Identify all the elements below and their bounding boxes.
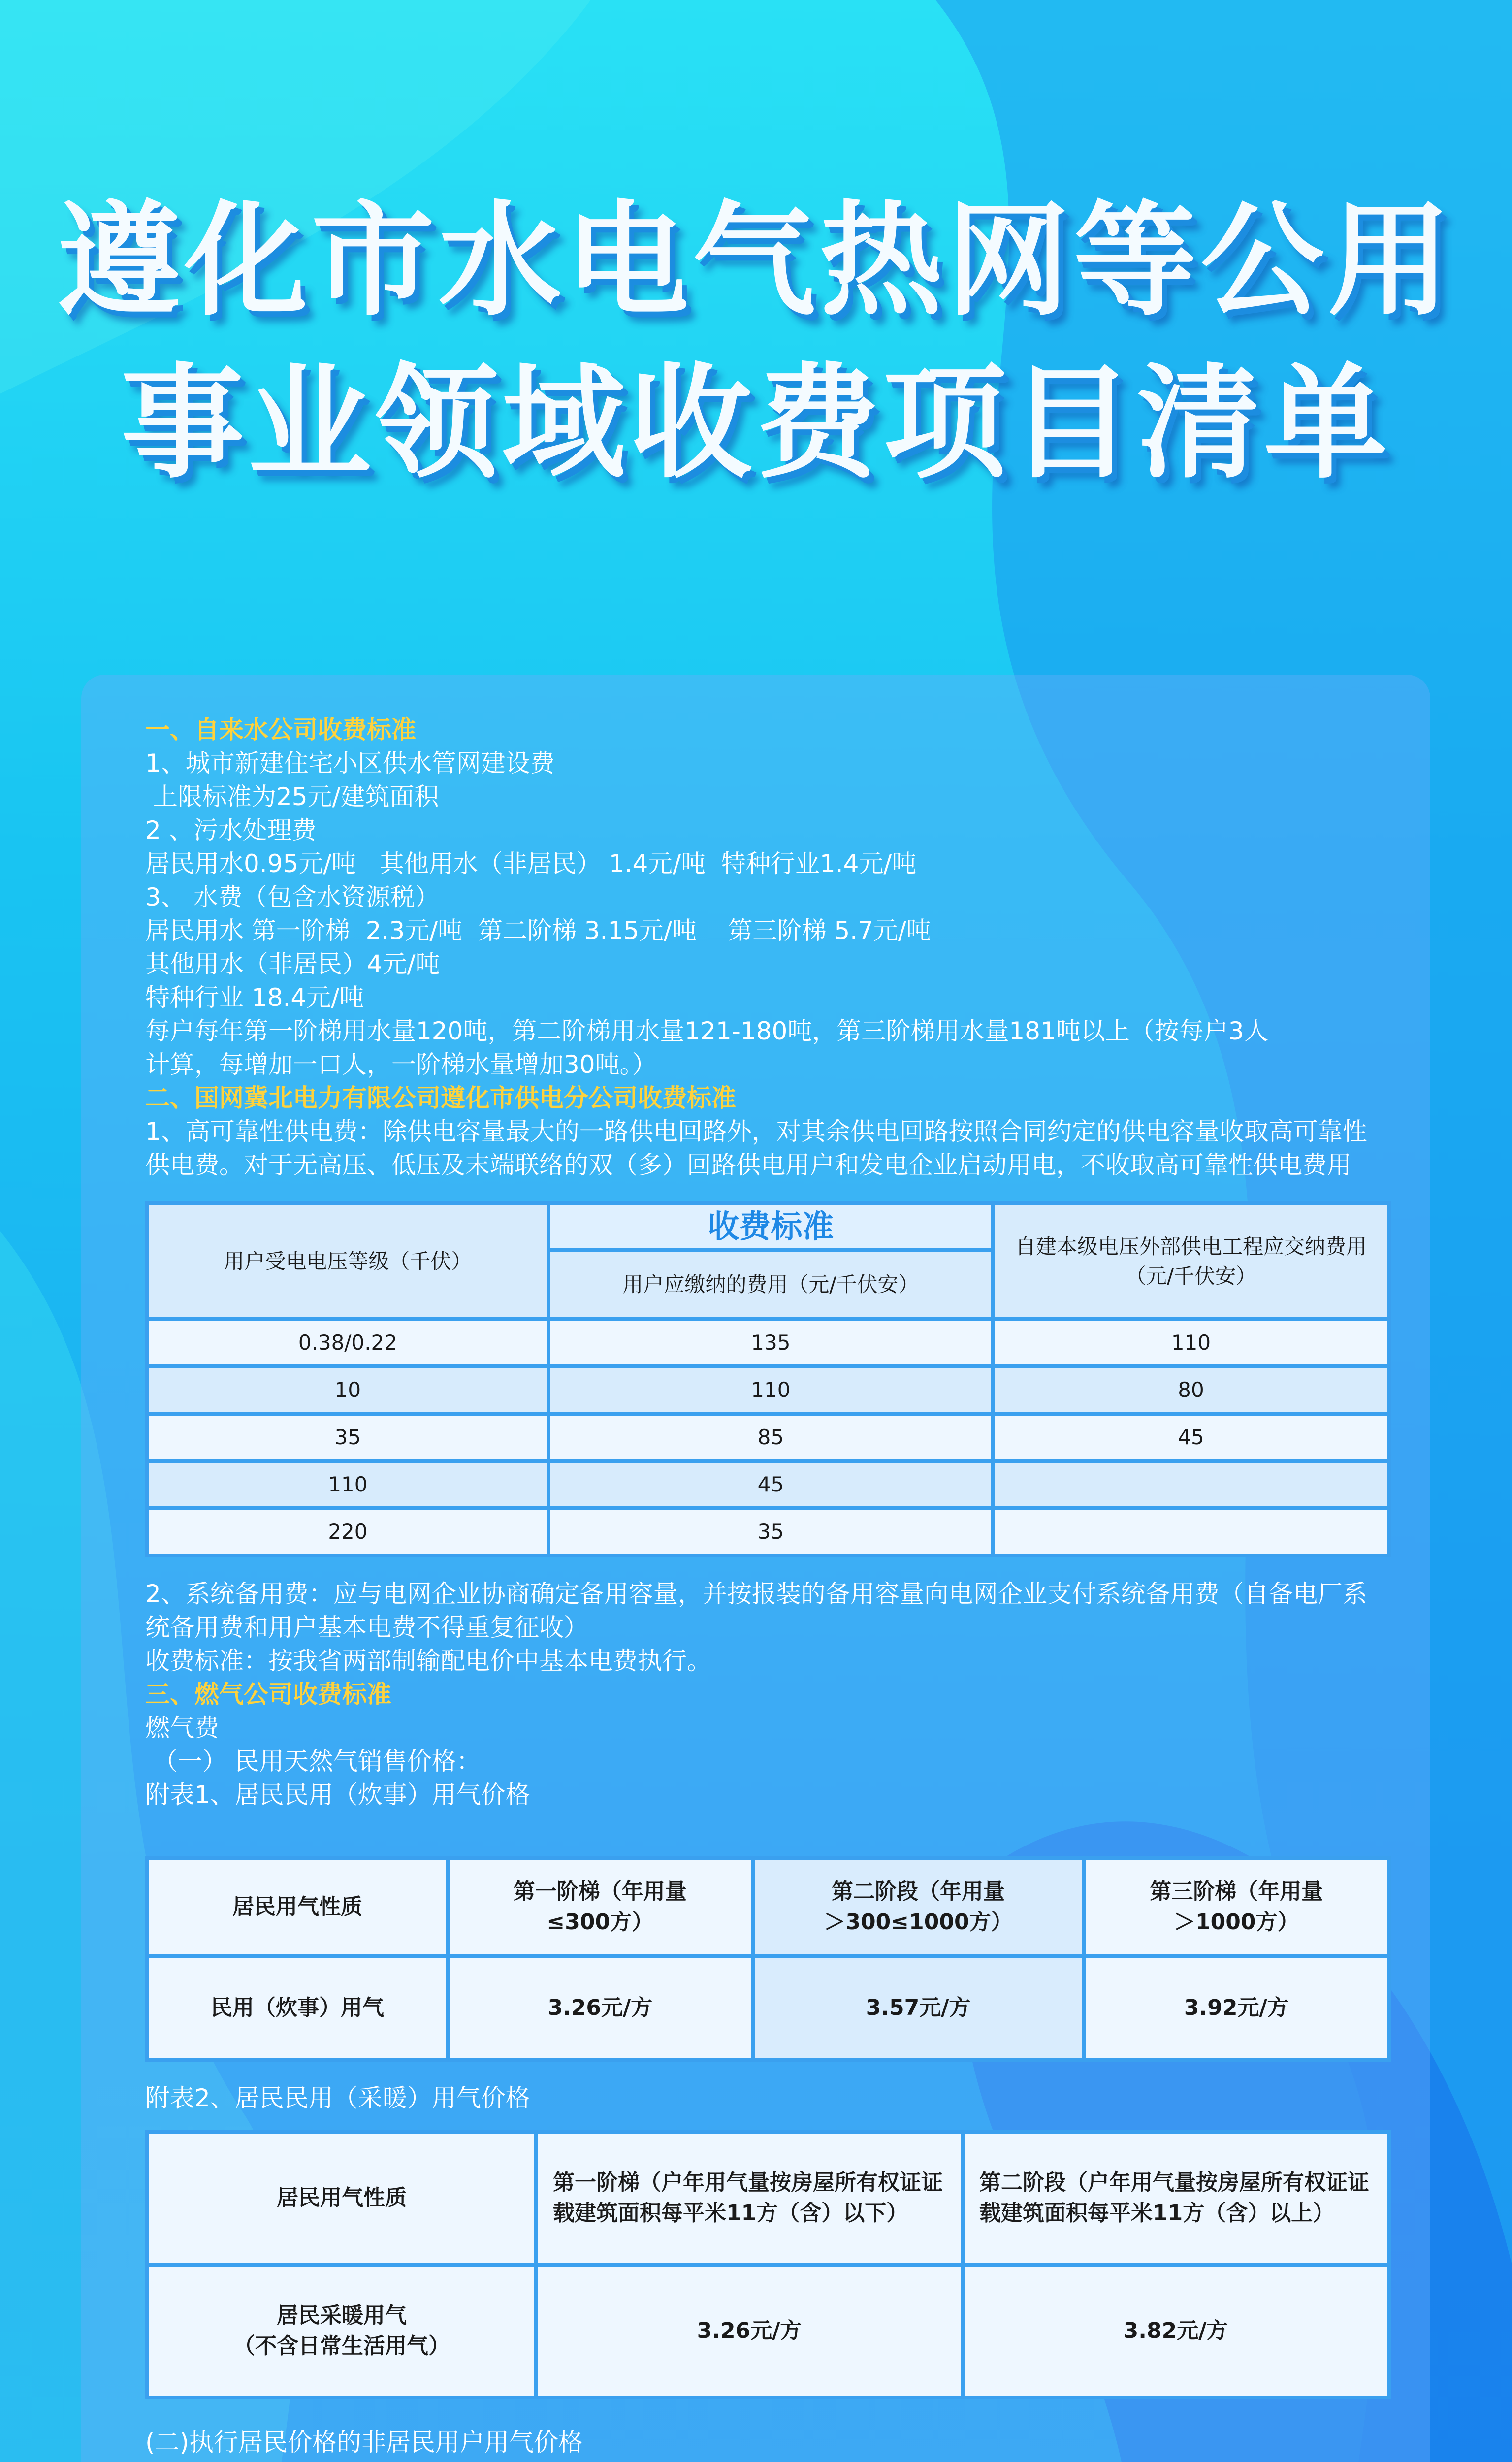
- table-cell: 10: [147, 1366, 548, 1414]
- content: [145, 713, 1391, 2462]
- water-line: 3、 水费（包含水资源税）: [145, 883, 440, 911]
- table-cell: 45: [993, 1414, 1389, 1461]
- table-header: 第一阶梯（户年用气量按房屋所有权证证载建筑面积每平米11方（含）以下）: [536, 2132, 963, 2265]
- table-cell: 135: [548, 1319, 993, 1366]
- table-cell: 3.26元/方: [536, 2265, 963, 2397]
- table-cell: [993, 1508, 1389, 1555]
- table-cell: 3.92元/方: [1084, 1956, 1389, 2060]
- water-heading: 一、自来水公司收费标准: [145, 715, 416, 744]
- col-user-fee: 用户应缴纳的费用（元/千伏安）: [548, 1250, 993, 1319]
- power-fee-table: [145, 1201, 1391, 1557]
- gas-heading: 三、燃气公司收费标准: [145, 1680, 391, 1709]
- table-cell: 居民采暖用气 （不含日常生活用气）: [147, 2265, 536, 2397]
- gas-line: 附表2、居民民用（采暖）用气价格: [145, 2084, 530, 2112]
- water-line: 特种行业 18.4元/吨: [145, 983, 364, 1012]
- table-cell: 80: [993, 1366, 1389, 1414]
- table-header: 第一阶梯（年用量 ≤300方）: [448, 1858, 753, 1956]
- col-voltage-level: 用户受电电压等级（千伏）: [147, 1203, 548, 1319]
- table-header: 第二阶段（年用量 ＞300≤1000方）: [753, 1858, 1084, 1956]
- water-line: 上限标准为25元/建筑面积: [145, 782, 439, 811]
- table-cell: 35: [548, 1508, 993, 1555]
- table-cell: 110: [147, 1461, 548, 1508]
- gas-paragraph: (二)执行居民价格的非居民用户用气价格: [145, 2428, 583, 2457]
- water-line: 其他用水（非居民）4元/吨: [145, 950, 440, 978]
- power-heading: 二、国网冀北电力有限公司遵化市供电分公司收费标准: [145, 1084, 736, 1112]
- water-line: 计算，每增加一口人，一阶梯水量增加30吨。）: [145, 1050, 657, 1079]
- water-line: 每户每年第一阶梯用水量120吨，第二阶梯用水量121-180吨，第三阶梯用水量181吨以上（按每户3人: [145, 1017, 1269, 1045]
- water-line: 居民用水0.95元/吨 其他用水（非居民） 1.4元/吨 特种行业1.4元/吨: [145, 849, 917, 878]
- table-cell: [993, 1461, 1389, 1508]
- water-line: 1、城市新建住宅小区供水管网建设费: [145, 749, 555, 777]
- group-header: 收费标准: [548, 1203, 993, 1250]
- table-cell: 3.26元/方: [448, 1956, 753, 2060]
- page-title-line1: 遵化市水电气热网等公用: [57, 189, 1455, 332]
- water-line: 居民用水 第一阶梯 2.3元/吨 第二阶梯 3.15元/吨 第三阶梯 5.7元/吨: [145, 916, 931, 945]
- gas-line: （一） 民用天然气销售价格：: [145, 1747, 481, 1776]
- gas-cooking-table: [145, 1856, 1391, 2062]
- power-intro: 1、高可靠性供电费：除供电容量最大的一路供电回路外，对其余供电回路按照合同约定的供电容量收取高可靠性供电费。对于无高压、低压及末端联络的双（多）回路供电用户和发电企业启动用电，不收取高可靠性供电费用: [145, 1117, 1367, 1179]
- page-title-line2: 事业领域收费项目清单: [121, 352, 1391, 495]
- table-cell: 110: [548, 1366, 993, 1414]
- table-cell: 45: [548, 1461, 993, 1508]
- table-cell: 3.57元/方: [753, 1956, 1084, 2060]
- gas-heating-table: [145, 2130, 1391, 2399]
- table-cell: 110: [993, 1319, 1389, 1366]
- power-standard: 收费标准：按我省两部制输配电价中基本电费执行。: [145, 1647, 711, 1675]
- table-header: 居民用气性质: [147, 1858, 448, 1956]
- water-line: 2 、污水处理费: [145, 816, 317, 844]
- table-cell: 85: [548, 1414, 993, 1461]
- table-cell: 35: [147, 1414, 548, 1461]
- table-header: 居民用气性质: [147, 2132, 536, 2265]
- table-cell: 220: [147, 1508, 548, 1555]
- table-header: 第三阶梯（年用量 ＞1000方）: [1084, 1858, 1389, 1956]
- table-cell: 0.38/0.22: [147, 1319, 548, 1366]
- table-cell: 民用（炊事）用气: [147, 1956, 448, 2060]
- table-cell: 3.82元/方: [963, 2265, 1389, 2397]
- power-backup-fee: 2、系统备用费：应与电网企业协商确定备用容量，并按报装的备用容量向电网企业支付系统备用费（自备电厂系统备用费和用户基本电费不得重复征收）: [145, 1580, 1367, 1642]
- gas-line: 附表1、居民民用（炊事）用气价格: [145, 1781, 530, 1809]
- gas-line: 燃气费: [145, 1714, 219, 1742]
- table-header: 第二阶段（户年用气量按房屋所有权证证载建筑面积每平米11方（含）以上）: [963, 2132, 1389, 2265]
- col-self-built-fee: 自建本级电压外部供电工程应交纳费用（元/千伏安）: [993, 1203, 1389, 1319]
